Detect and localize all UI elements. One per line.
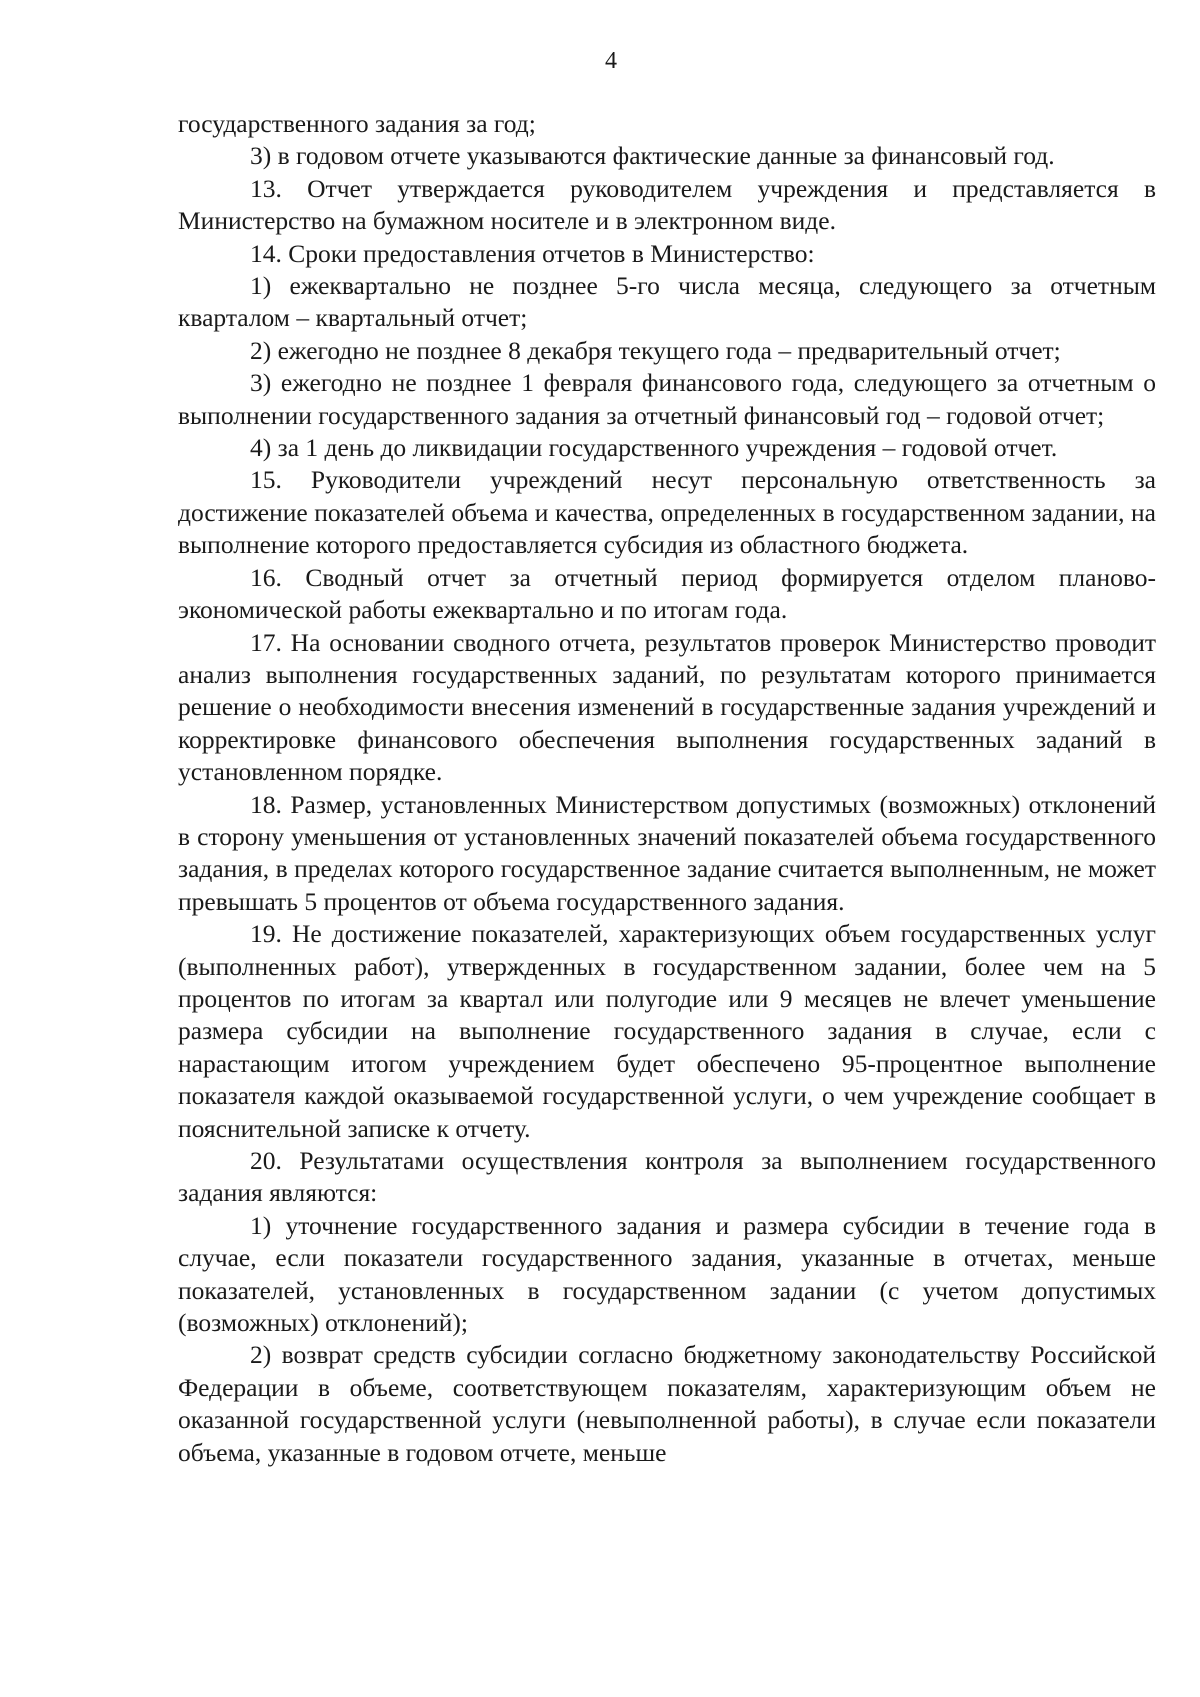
- paragraph-7: 4) за 1 день до ликвидации государственного учреждения – годовой отчет.: [250, 433, 1058, 463]
- paragraph-5: 2) ежегодно не позднее 8 декабря текущего года – предварительный отчет;: [250, 335, 1061, 365]
- paragraph-14: 1) уточнение государственного задания и размера субсидии в течение года в случае, если показатели государственного задания, указанные в отчетах, меньше показателей, установленных в государственном задании (с учетом допустимых (возможных) отклонений);: [178, 1210, 1156, 1338]
- paragraph-6: 3) ежегодно не позднее 1 февраля финансового года, следующего за отчетным о выполнении государственного задания за отчетный финансовый год – годовой отчет;: [178, 368, 1156, 430]
- paragraph-0: государственного задания за год;: [178, 109, 536, 138]
- paragraph-9: 16. Сводный отчет за отчетный период формируется отделом планово-экономической работы ежеквартально и по итогам года.: [178, 562, 1156, 625]
- paragraph-8: 15. Руководители учреждений несут персональную ответственность за достижение показателей объема и качества, определенных в государственном задании, на выполнение которого предоставляется субсидия из областного бюджета.: [178, 465, 1156, 560]
- paragraph-2: 13. Отчет утверждается руководителем учреждения и представляется в Министерство на бумажном носителе и в электронном виде.: [178, 173, 1156, 236]
- page-number: 4: [605, 48, 617, 74]
- paragraph-11: 18. Размер, установленных Министерством допустимых (возможных) отклонений в сторону уменьшения от установленных значений показателей объема государственного задания, в пределах которого государственное задание считается выполненным, не может превышать 5 процентов от объема государственного задания.: [178, 789, 1156, 916]
- paragraph-1: 3) в годовом отчете указываются фактические данные за финансовый год.: [250, 141, 1055, 171]
- paragraph-10: 17. На основании сводного отчета, результатов проверок Министерство проводит анализ выполнения государственных заданий, по результатам которого принимается решение о необходимости внесения изменений в государственные задания учреждений и корректировке финансового обеспечения выполнения государственных заданий в установленном порядке.: [178, 627, 1156, 787]
- paragraph-3: 14. Сроки предоставления отчетов в Министерство:: [250, 238, 815, 268]
- paragraph-12: 19. Не достижение показателей, характеризующих объем государственных услуг (выполненных работ), утвержденных в государственном задании, более чем на 5 процентов по итогам за квартал или полугодие или 9 месяцев не влечет уменьшение размера субсидии на выполнение государственного задания в случае, если с нарастающим итогом учреждением будет обеспечено 95-процентное выполнение показателя каждой оказываемой государственной услуги, о чем учреждение сообщает в пояснительной записке к отчету.: [178, 919, 1156, 1143]
- paragraph-13: 20. Результатами осуществления контроля за выполнением государственного задания являются:: [178, 1146, 1156, 1208]
- document-body: [178, 108, 1156, 1469]
- paragraph-4: 1) ежеквартально не позднее 5-го числа месяца, следующего за отчетным кварталом – квартальный отчет;: [178, 271, 1156, 333]
- paragraph-15: 2) возврат средств субсидии согласно бюджетному законодательству Российской Федерации в объеме, соответствующем показателям, характеризующим объем не оказанной государственной услуги (невыполненной работы), в случае если показатели объема, указанные в годовом отчете, меньше: [178, 1340, 1156, 1467]
